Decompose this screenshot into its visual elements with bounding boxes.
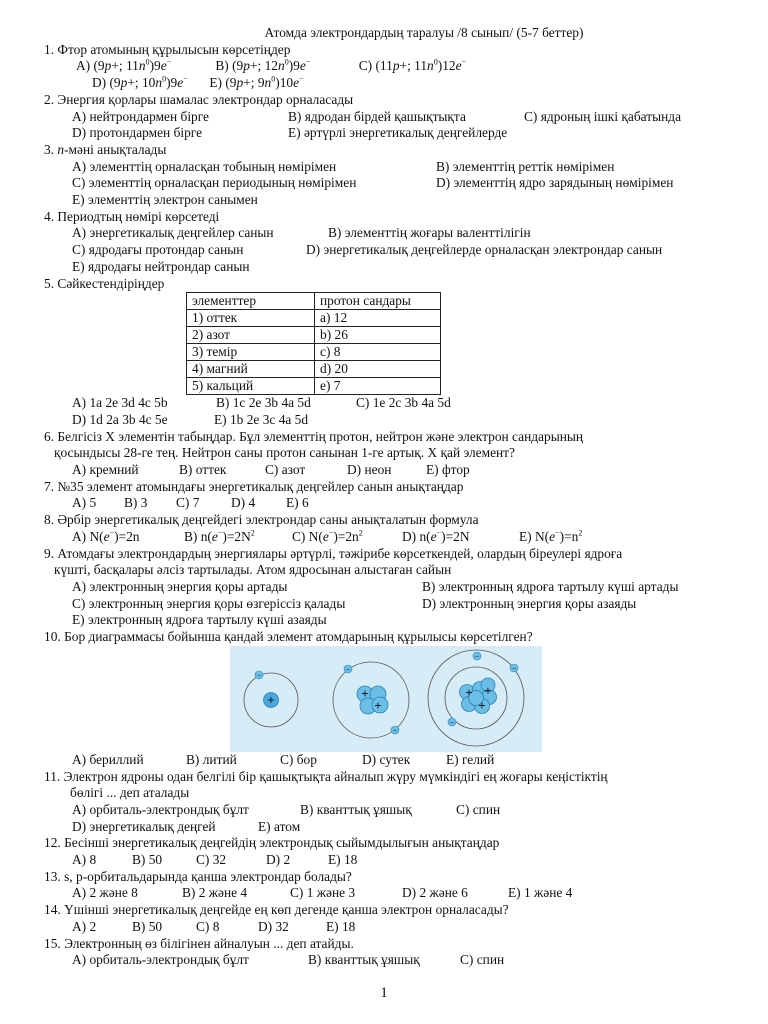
q3-option-b[interactable]: B) элементтің реттік нөмірімен — [436, 158, 615, 174]
q9-answers-row3 — [44, 612, 734, 629]
q13-option-d[interactable]: D) 2 және 6 — [402, 885, 468, 901]
bohr-diagram — [230, 646, 542, 752]
question-15: 15. Электронның өз білігінен айналуын ... деп атайды. — [44, 935, 354, 951]
q7-option-e[interactable]: E) 6 — [286, 495, 309, 511]
proton-sign: + — [465, 684, 473, 700]
q4-answers-row1 — [44, 225, 734, 242]
q10-option-e[interactable]: E) гелий — [446, 751, 495, 767]
q11-option-b[interactable]: B) кванттық ұяшық — [300, 801, 412, 817]
q2-option-e[interactable]: E) әртүрлі энергетикалық деңгейлерде — [288, 125, 508, 141]
table-cell: 3) темір — [187, 344, 315, 361]
q1-answers-row1 — [44, 58, 734, 75]
question-3 — [44, 142, 734, 159]
question-1: 1. Фтор атомының құрылысын көрсетіңдер — [44, 41, 291, 57]
electron-sign: − — [345, 664, 351, 674]
q3-option-c[interactable]: C) элементтің орналасқан периодының нөмірімен — [72, 175, 357, 191]
q9-option-e[interactable]: E) электронның ядроға тартылу күші азаяды — [72, 612, 327, 628]
q6-option-e[interactable]: E) фтор — [426, 462, 470, 478]
table-header-protons: протон сандары — [315, 293, 441, 310]
q5-option-a[interactable]: A) 1a 2e 3d 4c 5b — [72, 395, 168, 411]
electron-sign: − — [449, 717, 455, 727]
q8-option-b[interactable]: B) $n(e^-)=2N^2$ — [184, 528, 255, 544]
q15-option-c[interactable]: C) спин — [460, 952, 505, 968]
q9-option-d[interactable]: D) электронның энергия қоры азаяды — [422, 595, 637, 611]
table-row — [187, 361, 441, 378]
q5-option-b[interactable]: B) 1c 2e 3b 4a 5d — [216, 395, 311, 411]
q3-text: -мәні анықталады — [64, 141, 167, 157]
q1-option-c[interactable]: C) (11p+; $11n^0)12e^-$ — [358, 57, 467, 74]
table-header-row — [187, 293, 441, 310]
q4-option-b[interactable]: B) элементтің жоғары валенттілігін — [328, 225, 531, 241]
q1-option-a[interactable]: A) (9p+; $11n^0)9e^-$ — [76, 57, 172, 74]
table-cell: 1) оттек — [187, 310, 315, 327]
q6-line2: қосындысы 28-ге тең. Нейтрон саны протон санынан 1-ге артық. Х қай элемент? — [54, 445, 515, 461]
table-cell: 4) магний — [187, 361, 315, 378]
q9-answers-row2 — [44, 596, 734, 613]
q12-option-a[interactable]: A) 8 — [72, 852, 97, 868]
q1-option-b[interactable]: B) (9p+; $12n^0)9e^-$ — [215, 57, 311, 74]
q9-option-c[interactable]: C) электронның энергия қоры өзгеріссіз қалады — [72, 595, 346, 611]
question-6 — [44, 429, 734, 462]
table-cell: c) 8 — [315, 344, 441, 361]
q7-answers — [44, 495, 734, 512]
q15-option-a[interactable]: A) орбиталь-электрондық бұлт — [72, 952, 249, 968]
q12-option-e[interactable]: E) 18 — [328, 852, 358, 868]
q2-option-d[interactable]: D) протондармен бірге — [72, 125, 203, 141]
table-row — [187, 310, 441, 327]
q12-answers — [44, 852, 734, 869]
q15-option-b[interactable]: B) кванттық ұяшық — [308, 952, 420, 968]
q8-option-c[interactable]: C) $N(e^-)=2n^2$ — [292, 528, 363, 544]
q11-option-a[interactable]: A) орбиталь-электрондық бұлт — [72, 801, 249, 817]
q9-answers-row1 — [44, 579, 734, 596]
q9-option-b[interactable]: B) электронның ядроға тартылу күші артады — [422, 578, 679, 594]
q4-option-e[interactable]: E) ядродағы нейтрондар санын — [72, 258, 250, 274]
question-5: 5. Сәйкестендіріңдер — [44, 275, 165, 291]
proton-sign: + — [361, 685, 369, 701]
q11-option-d[interactable]: D) энергетикалық деңгей — [72, 818, 216, 834]
q4-answers-row2 — [44, 242, 734, 259]
q4-option-c[interactable]: C) ядродағы протондар санын — [72, 242, 244, 258]
q6-option-c[interactable]: C) азот — [265, 462, 306, 478]
q13-answers — [44, 885, 734, 902]
q2-option-b[interactable]: B) ядродан бірдей қашықтықта — [288, 108, 466, 124]
q7-option-d[interactable]: D) 4 — [231, 495, 256, 511]
q11-option-e[interactable]: E) атом — [258, 818, 301, 834]
proton-sign: + — [478, 697, 486, 713]
q6-option-a[interactable]: A) кремний — [72, 462, 139, 478]
table-cell: 2) азот — [187, 327, 315, 344]
q12-option-b[interactable]: B) 50 — [132, 852, 163, 868]
q11-option-c[interactable]: C) спин — [456, 801, 501, 817]
q5-option-c[interactable]: C) 1e 2c 3b 4a 5d — [356, 395, 451, 411]
q1-answers-row2 — [44, 75, 734, 92]
q14-option-e[interactable]: E) 18 — [326, 918, 356, 934]
q13-option-a[interactable]: A) 2 және 8 — [72, 885, 138, 901]
question-9 — [44, 546, 734, 579]
q13-option-e[interactable]: E) 1 және 4 — [508, 885, 573, 901]
q11-answers-row2 — [44, 819, 734, 836]
q10-option-a[interactable]: A) бериллий — [72, 751, 144, 767]
q14-option-d[interactable]: D) 32 — [258, 918, 289, 934]
proton-sign: + — [484, 682, 492, 698]
table-cell: b) 26 — [315, 327, 441, 344]
q8-answers — [44, 529, 734, 546]
q6-option-b[interactable]: B) оттек — [179, 462, 227, 478]
proton-sign: + — [267, 692, 275, 708]
q15-answers — [44, 952, 734, 969]
q3-answers-row3 — [44, 192, 734, 209]
q6-answers — [44, 462, 734, 479]
question-4: 4. Периодтың нөмірі көрсетеді — [44, 208, 220, 224]
q10-option-b[interactable]: B) литий — [186, 751, 237, 767]
q4-answers-row3 — [44, 259, 734, 276]
table-row — [187, 378, 441, 395]
question-2: 2. Энергия қорлары шамалас электрондар орналасады — [44, 91, 354, 107]
q7-option-c[interactable]: C) 7 — [176, 495, 200, 511]
question-13: 13. s, p-орбитальдарында қанша электрондар болады? — [44, 868, 352, 884]
q3-n-symbol: n — [57, 141, 65, 157]
q8-option-a[interactable]: A) N(e−)=2n — [72, 528, 140, 544]
q14-option-c[interactable]: C) 8 — [196, 918, 220, 934]
q10-answers — [44, 752, 734, 769]
q7-option-b[interactable]: B) 3 — [124, 495, 148, 511]
q5-answers-row2 — [44, 412, 734, 429]
q2-answers-row2 — [44, 125, 734, 142]
q1-option-e[interactable]: E) (9p+; $9n^0)10e^-$ — [209, 74, 304, 91]
q13-option-b[interactable]: B) 2 және 4 — [182, 885, 248, 901]
question-10: 10. Бор диаграммасы бойынша қандай элемент атомдарының құрылысы көрсетілген? — [44, 629, 533, 645]
table-header-elements: элементтер — [187, 293, 315, 310]
q8-option-d[interactable]: D) n(e−)=2N — [402, 528, 470, 544]
table-cell: a) 12 — [315, 310, 441, 327]
q14-option-b[interactable]: B) 50 — [132, 918, 163, 934]
q9-line1: 9. Атомдағы электрондардың энергиялары әртүрлі, тәжірибе көрсеткендей, олардың біреулері ядроға — [44, 545, 623, 561]
q5-option-e[interactable]: E) 1b 2e 3c 4a 5d — [214, 411, 309, 427]
table-cell: 5) кальций — [187, 378, 315, 395]
question-11 — [44, 769, 734, 802]
q3-answers-row2 — [44, 175, 734, 192]
q14-option-a[interactable]: A) 2 — [72, 918, 97, 934]
q12-option-c[interactable]: C) 32 — [196, 852, 227, 868]
table-row — [187, 344, 441, 361]
q3-option-a[interactable]: A) элементтің орналасқан тобының нөмірімен — [72, 158, 337, 174]
q2-option-a[interactable]: A) нейтрондармен бірге — [72, 108, 209, 124]
table-row — [187, 327, 441, 344]
question-7: 7. №35 элемент атомындағы энергетикалық деңгейлер санын анықтаңдар — [44, 478, 464, 494]
q2-answers-row1 — [44, 109, 734, 126]
q11-line1: 11. Электрон ядроны одан белгілі бір қашықтықта айналып жүру мүмкіндігі ең жоғары кеңістіктің — [44, 768, 608, 784]
q7-option-a[interactable]: A) 5 — [72, 495, 97, 511]
q1-option-d[interactable]: D) (9p+; $10n^0)9e^-$ — [92, 74, 188, 91]
table-cell: e) 7 — [315, 378, 441, 395]
electron-sign: − — [511, 663, 517, 673]
q6-option-d[interactable]: D) неон — [347, 462, 392, 478]
question-14: 14. Үшінші энергетикалық деңгейде ең көп дегенде қанша электрон орналасады? — [44, 902, 509, 918]
q3-answers-row1 — [44, 159, 734, 176]
table-cell: d) 20 — [315, 361, 441, 378]
page-number: 1 — [380, 985, 388, 1001]
q2-option-c[interactable]: C) ядроның ішкі қабатында — [524, 108, 682, 124]
electron-sign: − — [392, 725, 398, 735]
q5-answers-row1 — [44, 395, 734, 412]
q4-option-a[interactable]: A) энергетикалық деңгейлер санын — [72, 225, 274, 241]
q5-option-d[interactable]: D) 1d 2a 3b 4c 5e — [72, 411, 168, 427]
q9-option-a[interactable]: A) электронның энергия қоры артады — [72, 578, 288, 594]
q6-line1: 6. Белгісіз Х элементін табыңдар. Бұл элементтің протон, нейтрон және электрон сандарының — [44, 428, 584, 444]
electron-sign: − — [474, 651, 480, 661]
matching-table — [186, 292, 441, 395]
question-8: 8. Әрбір энергетикалық деңгейдегі электрондар саны анықталатын формула — [44, 512, 479, 528]
q3-option-e[interactable]: E) элементтің электрон санымен — [72, 192, 258, 208]
electron-sign: − — [256, 670, 262, 680]
proton-sign: + — [374, 697, 382, 713]
q4-option-d[interactable]: D) энергетикалық деңгейлерде орналасқан электрондар санын — [306, 242, 663, 258]
q3-number: 3. — [44, 141, 58, 157]
q14-answers — [44, 919, 734, 936]
worksheet — [44, 25, 734, 969]
q11-line2: бөлігі ... деп аталады — [70, 785, 190, 801]
page-title: Атомда электрондардың таралуы /8 сынып/ (5-7 беттер) — [264, 25, 584, 40]
q10-option-d[interactable]: D) сутек — [362, 751, 411, 767]
q10-option-c[interactable]: C) бор — [280, 751, 317, 767]
q3-option-d[interactable]: D) элементтің ядро зарядының нөмірімен — [436, 175, 674, 191]
q11-answers-row1 — [44, 802, 734, 819]
q13-option-c[interactable]: C) 1 және 3 — [290, 885, 356, 901]
q9-line2: күшті, басқалары әлсіз тартылады. Атом ядросынан алыстаған сайын — [54, 562, 452, 578]
question-12: 12. Бесінші энергетикалық деңгейдің электрондық сыйымдылығын анықтаңдар — [44, 835, 500, 851]
q8-option-e[interactable]: E) $N(e^-)=n^2$ — [519, 528, 583, 544]
q12-option-d[interactable]: D) 2 — [266, 852, 291, 868]
